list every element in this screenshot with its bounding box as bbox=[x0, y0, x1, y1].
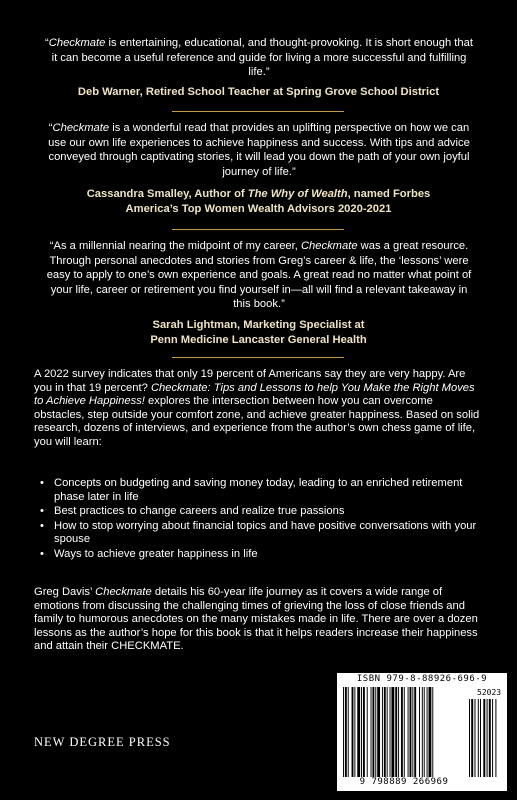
quote-2-text: is a wonderful read that provides an uplifting perspective on how we can use our own life experiences to achieve happiness and success. With tips and advice conveyed through captivating stories, it will lead you down the path of your own joyful journey of life.” bbox=[48, 122, 470, 178]
bullet-item: • Ways to achieve greater happiness in life bbox=[40, 547, 258, 560]
barcode-digits: 9 798889 266969 bbox=[359, 777, 449, 787]
barcode-addon-bars-icon bbox=[469, 699, 503, 777]
closing-book-title: Checkmate bbox=[95, 586, 152, 598]
publisher-name: NEW DEGREE PRESS bbox=[34, 735, 171, 749]
quote-3-attribution-line1: Sarah Lightman, Marketing Specialist at bbox=[152, 319, 365, 331]
description-post: explores the intersection between how you can overcome obstacles, step outside your comfort zone, and achieve greater happiness. Based on solid research, dozens of interviews, and experience from the author’s own chess game of life, you will learn: bbox=[34, 395, 480, 448]
learning-bullet-list bbox=[34, 477, 484, 563]
book-description bbox=[34, 368, 484, 450]
barcode-addon-digits: 52023 bbox=[477, 688, 502, 697]
quote-3-attribution-line2: Penn Medicine Lancaster General Health bbox=[150, 333, 367, 346]
quote-3-text-pre: “As a millennial nearing the midpoint of my career, bbox=[49, 240, 301, 252]
bullet-item: • Best practices to change careers and realize true passions bbox=[40, 505, 345, 518]
quote-2-book-title: Checkmate bbox=[52, 122, 110, 134]
closing-pre: Greg Davis’ bbox=[34, 586, 96, 598]
quote-2-attribution-post: , named Forbes bbox=[347, 188, 431, 200]
divider-1 bbox=[172, 111, 344, 112]
review-quote-2 bbox=[44, 121, 474, 179]
bullet-item: • Concepts on budgeting and saving money today, leading to an enriched retirement phase later in life bbox=[40, 477, 463, 503]
bullet-dot-icon: • bbox=[40, 519, 44, 532]
quote-2-open-mark: “ bbox=[48, 122, 53, 134]
quote-2-attribution bbox=[40, 187, 477, 216]
divider-3 bbox=[172, 357, 344, 358]
barcode-bars-icon bbox=[343, 687, 465, 777]
bullet-item: • How to stop worrying about financial topics and have positive conversations with your spouse bbox=[40, 519, 477, 546]
divider-2 bbox=[172, 229, 344, 230]
quote-2-attribution-line2: America’s Top Women Wealth Advisors 2020-2021 bbox=[125, 202, 392, 215]
quote-1-attribution: Deb Warner, Retired School Teacher at Spring Grove School District bbox=[77, 86, 440, 98]
bullet-dot-icon: • bbox=[40, 477, 44, 489]
bullet-dot-icon: • bbox=[40, 505, 44, 518]
quote-1-text: is entertaining, educational, and thought-provoking. It is short enough that it can become a useful reference and guide for living a more successful and fulfilling life.” bbox=[51, 37, 473, 79]
closing-post: details his 60-year life journey as it covers a wide range of emotions from discussing the challenging times of grieving the loss of close friends and family to humorous anecdotes on the many mistakes made in life. There are over a dozen lessons as the author’s hope for this book is that it helps readers increase their happiness and attain their CHECKMATE. bbox=[34, 586, 478, 653]
quote-2-attribution-title: The Why of Wealth bbox=[247, 188, 348, 200]
quote-3-text-post: was a great resource. Through personal anecdotes and stories from Greg’s career & life, the ‘lessons’ were easy to apply to one’s own experience and goals. A great read no matter what point of your life, career or retirement you find yourself in—all will find a relevant takeaway in this book.” bbox=[46, 240, 472, 311]
isbn-barcode bbox=[337, 673, 507, 791]
closing-paragraph bbox=[34, 586, 484, 654]
review-quote-1 bbox=[44, 36, 474, 80]
description-pre: A 2022 survey indicates that only 19 percent of Americans say they are very happy. Are you in that 19 percent? bbox=[34, 368, 466, 394]
quote-3-attribution bbox=[40, 318, 477, 347]
review-quote-3 bbox=[44, 239, 474, 312]
description-book-title: Checkmate: Tips and Lessons to help You Make the Right Moves to Achieve Happiness! bbox=[34, 381, 475, 408]
quote-1-book-title: Checkmate bbox=[48, 37, 106, 49]
bullet-dot-icon: • bbox=[40, 547, 44, 560]
quote-2-attribution-pre: Cassandra Smalley, Author of bbox=[86, 188, 248, 200]
quote-1-open-mark: “ bbox=[45, 37, 49, 49]
quote-3-book-title: Checkmate bbox=[300, 240, 358, 252]
isbn-label: ISBN 979-8-88926-696-9 bbox=[356, 674, 488, 684]
